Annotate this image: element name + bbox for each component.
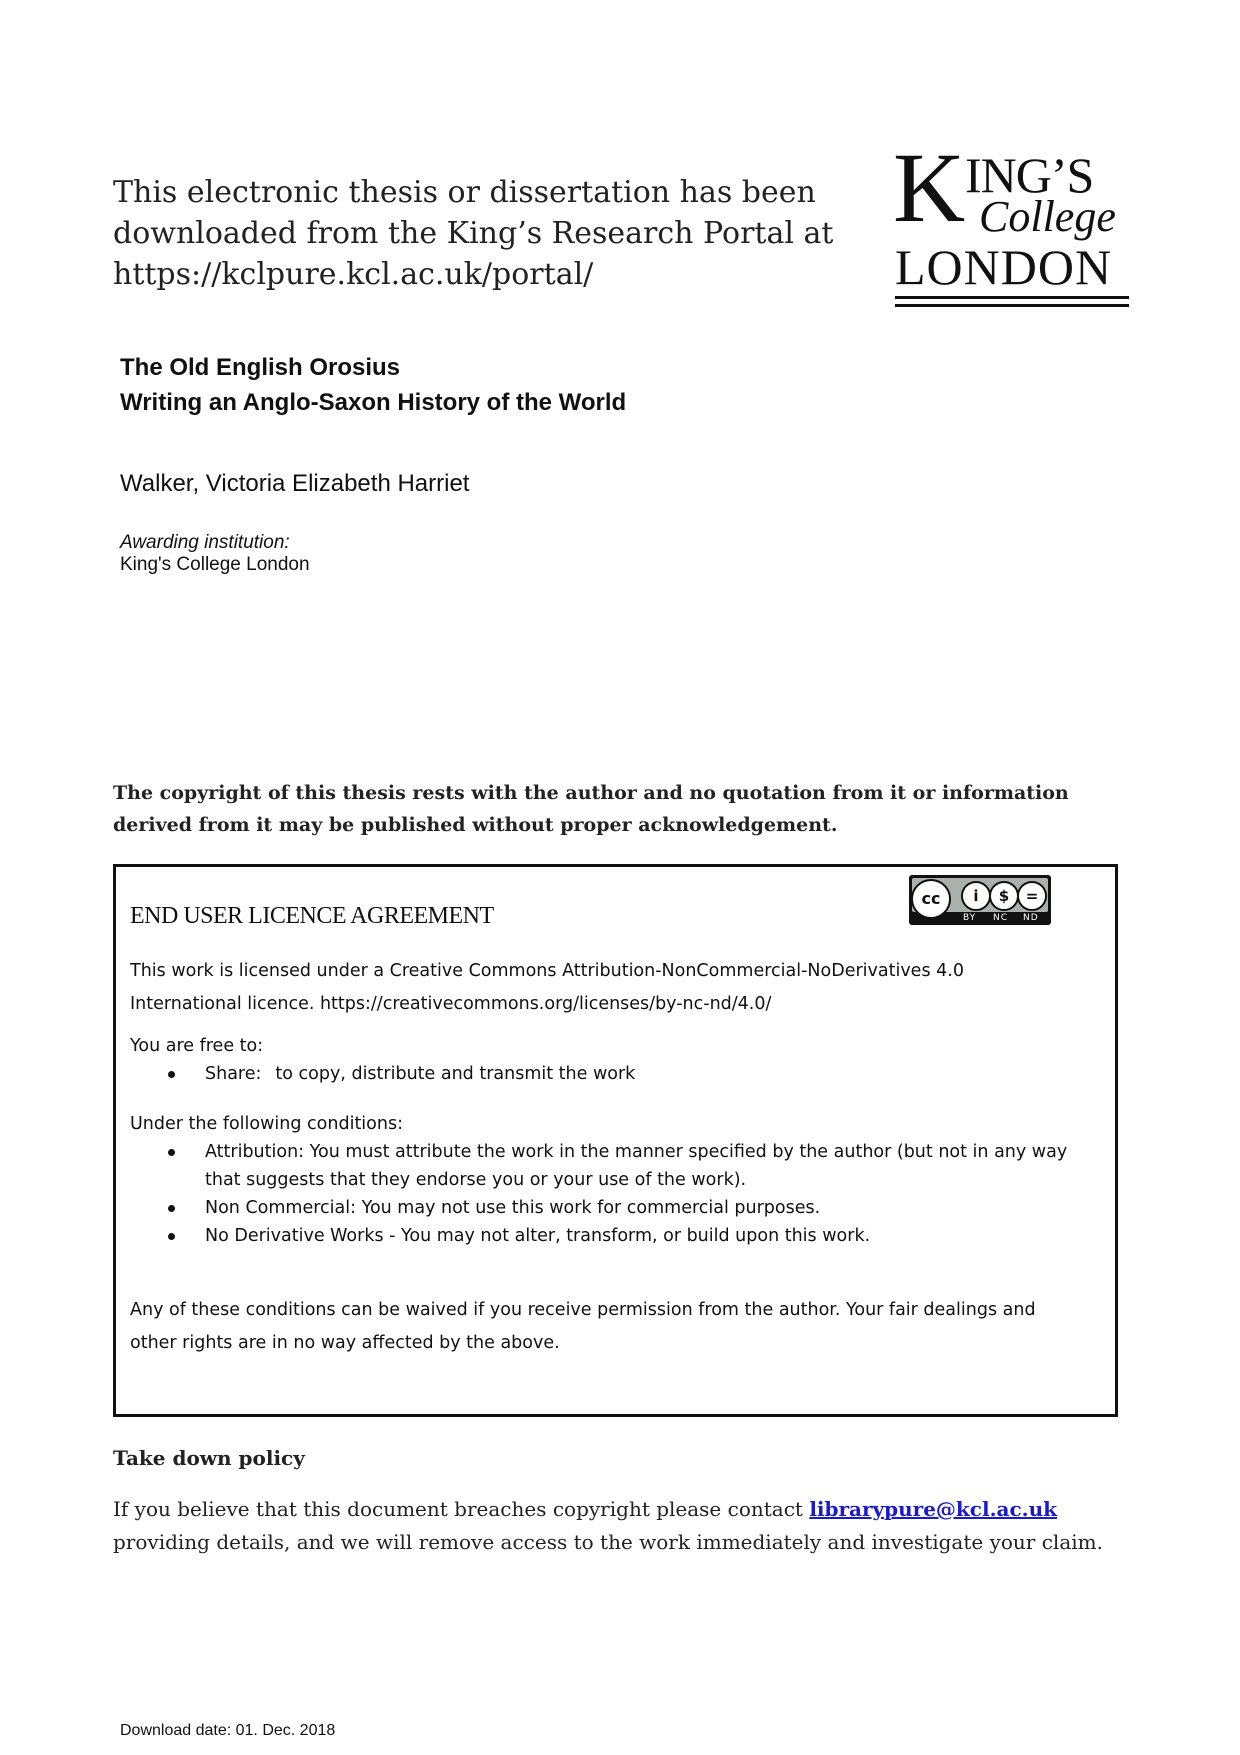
logo-k: K bbox=[893, 132, 966, 243]
licence-line-2: International licence. https://creativecommons.org/licenses/by-nc-nd/4.0/ bbox=[130, 994, 772, 1014]
logo-rule bbox=[895, 296, 1129, 299]
takedown-text-after: providing details, and we will remove access to the work immediately and investigate your claim. bbox=[113, 1530, 1103, 1554]
thesis-title: The Old English Orosius bbox=[120, 354, 401, 381]
thesis-author: Walker, Victoria Elizabeth Harriet bbox=[120, 470, 470, 497]
waiver-line-2: other rights are in no way affected by the above. bbox=[130, 1333, 560, 1353]
list-item: Attribution: You must attribute the work in the manner specified by the author (but not in any way that suggests that they endorse you or your use of the work). bbox=[130, 1138, 1105, 1194]
cc-by-nc-nd-badge bbox=[909, 875, 1051, 925]
waiver-line-1: Any of these conditions can be waived if you receive permission from the author. Your fair dealings and bbox=[130, 1300, 1036, 1320]
badge-label-nc: NC bbox=[993, 913, 1009, 923]
badge-label-nd: ND bbox=[1023, 913, 1039, 923]
awarding-institution-label: Awarding institution: bbox=[120, 532, 290, 553]
thesis-subtitle: Writing an Anglo-Saxon History of the World bbox=[120, 389, 627, 416]
conditions-heading: Under the following conditions: bbox=[130, 1114, 403, 1134]
download-date: Download date: 01. Dec. 2018 bbox=[120, 1722, 336, 1739]
badge-label-by: BY bbox=[963, 913, 977, 923]
kings-college-london-logo bbox=[893, 132, 1131, 311]
portal-intro bbox=[113, 172, 834, 295]
eula-title: END USER LICENCE AGREEMENT bbox=[130, 903, 494, 929]
noderivatives-icon: = bbox=[1017, 881, 1047, 911]
list-item bbox=[130, 1060, 1105, 1088]
badge-labels bbox=[959, 912, 1049, 924]
noncommercial-icon: $ bbox=[989, 881, 1019, 911]
share-text: to copy, distribute and transmit the work bbox=[275, 1064, 636, 1084]
freedoms-list bbox=[130, 1060, 1105, 1088]
takedown-text-before: If you believe that this document breaches copyright please contact bbox=[113, 1497, 810, 1521]
share-label: Share: bbox=[205, 1064, 262, 1084]
list-item: Non Commercial: You may not use this work for commercial purposes. bbox=[130, 1194, 1105, 1222]
contact-email-link[interactable]: librarypure@kcl.ac.uk bbox=[809, 1497, 1058, 1521]
end-user-licence-box bbox=[113, 864, 1118, 1417]
free-to-heading: You are free to: bbox=[130, 1036, 264, 1056]
logo-rule bbox=[895, 304, 1129, 307]
licence-line-1: This work is licensed under a Creative Commons Attribution-NonCommercial-NoDerivatives 4.0 bbox=[130, 961, 964, 981]
intro-line-2: downloaded from the King’s Research Portal at bbox=[113, 216, 834, 251]
conditions-list bbox=[130, 1138, 1105, 1250]
takedown-text bbox=[113, 1493, 1113, 1559]
logo-london: LONDON bbox=[895, 239, 1113, 295]
cc-icon: cc bbox=[911, 879, 951, 919]
copyright-notice: The copyright of this thesis rests with the author and no quotation from it or information derived from it may be published without proper acknowledgement. bbox=[113, 782, 1069, 836]
logo-college: College bbox=[979, 192, 1116, 241]
awarding-institution-value: King's College London bbox=[120, 554, 310, 575]
logo-ings: ING’S bbox=[965, 147, 1094, 203]
thesis-title-block bbox=[120, 350, 626, 420]
intro-line-1: This electronic thesis or dissertation has been bbox=[113, 175, 816, 210]
list-item: No Derivative Works - You may not alter, transform, or build upon this work. bbox=[130, 1222, 1105, 1250]
eula-body bbox=[130, 955, 1105, 1360]
intro-line-3: https://kclpure.kcl.ac.uk/portal/ bbox=[113, 257, 594, 292]
attribution-icon: i bbox=[961, 881, 991, 911]
takedown-title: Take down policy bbox=[113, 1446, 305, 1470]
